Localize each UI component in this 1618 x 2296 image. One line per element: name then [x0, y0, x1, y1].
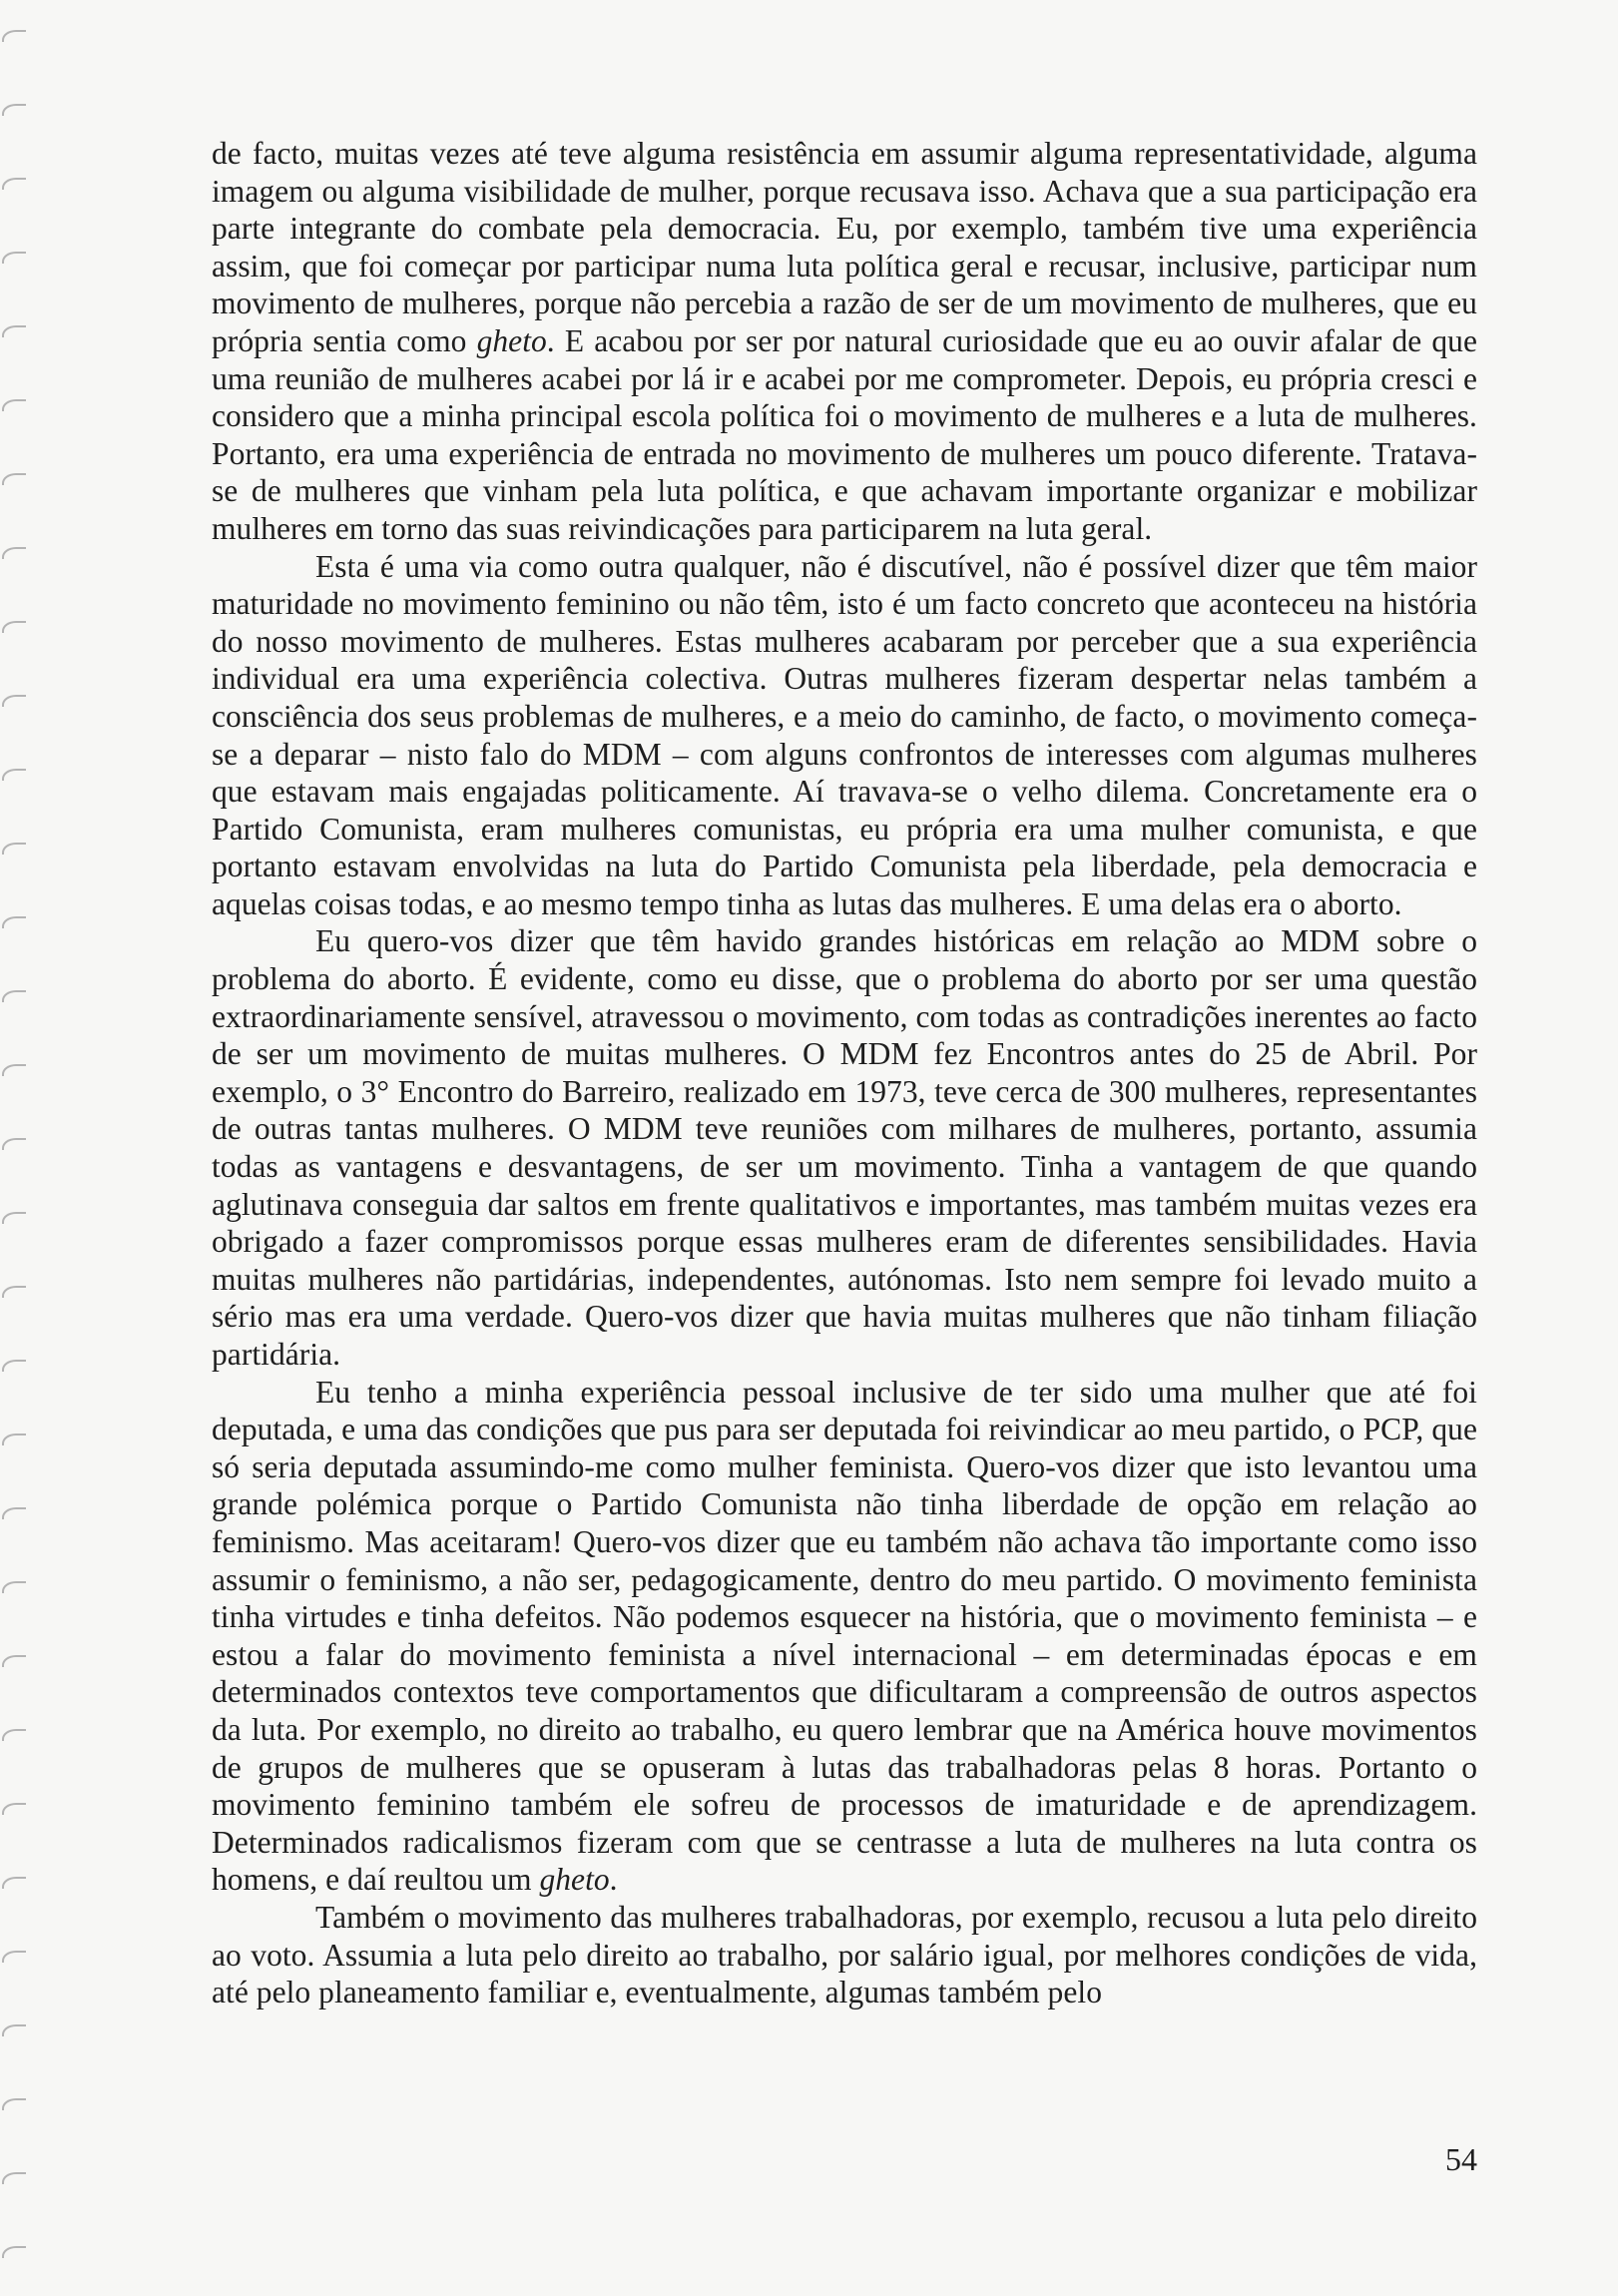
binding-hole-mark [2, 2172, 26, 2184]
binding-hole-mark [2, 843, 26, 855]
binding-hole-mark [2, 1212, 26, 1224]
binding-hole-mark [2, 1655, 26, 1667]
binding-hole-mark [2, 104, 26, 116]
paragraph-1-text-a: de facto, muitas vezes até teve alguma resistência em assumir alguma representatividade, alguma imagem ou alguma visibilidade de mulher, porque recusava isso. Achava que a sua participação era parte integrante do combate pela democracia. Eu, por exemplo, também tive uma experiência assim, que foi começar por participar numa luta política geral e recusar, inclusive, participar num movimento de mulheres, porque não percebia a razão de ser de um movimento de mulheres, que eu própria sentia como [212, 136, 1477, 358]
binding-hole-mark [2, 1581, 26, 1593]
binding-hole-mark [2, 30, 26, 42]
binding-hole-mark [2, 473, 26, 485]
binding-hole-mark [2, 1803, 26, 1815]
binding-hole-mark [2, 1507, 26, 1519]
paragraph-3 [212, 922, 1477, 1373]
binding-hole-mark [2, 2098, 26, 2110]
paragraph-3-text: Eu quero-vos dizer que têm havido grandes históricas em relação ao MDM sobre o problema do aborto. É evidente, como eu disse, que o problema do aborto por ser uma questão extraordinariamente sensível, atravessou o movimento, com todas as contradições inerentes ao facto de ser um movimento de muitas mulheres. O MDM fez Encontros antes do 25 de Abril. Por exemplo, o 3° Encontro do Barreiro, realizado em 1973, teve cerca de 300 mulheres, representantes de outras tantas mulheres. O MDM teve reuniões com milhares de mulheres, portanto, assumia todas as vantagens e desvantagens, de ser um movimento. Tinha a vantagem de que quando aglutinava conseguia dar saltos em frente qualitativos e importantes, mas também muitas vezes era obrigado a fazer compromissos porque essas mulheres eram de diferentes sensibilidades. Havia muitas mulheres não partidárias, independentes, autónomas. Isto nem sempre foi levado muito a sério mas era uma verdade. Quero-vos dizer que havia muitas mulheres que não tinham filiação partidária. [212, 923, 1477, 1372]
binding-hole-mark [2, 1138, 26, 1150]
page-number: 54 [1445, 2141, 1477, 2177]
binding-hole-mark [2, 1951, 26, 1963]
binding-hole-mark [2, 916, 26, 928]
binding-hole-mark [2, 1064, 26, 1076]
binding-hole-mark [2, 695, 26, 707]
binding-hole-mark [2, 547, 26, 559]
paragraph-5-text: Também o movimento das mulheres trabalhadoras, por exemplo, recusou a luta pelo direito ao voto. Assumia a luta pelo direito ao trabalho, por salário igual, por melhores condições de vida, até pelo planeamento familiar e, eventualmente, algumas também pelo [212, 1899, 1477, 2010]
binding-hole-mark [2, 621, 26, 633]
paragraph-4-text-b: . [609, 1862, 618, 1898]
binding-hole-mark [2, 1360, 26, 1372]
paragraph-5 [212, 1899, 1477, 2011]
paragraph-2-text: Esta é uma via como outra qualquer, não é discutível, não é possível dizer que têm maior maturidade no movimento feminino ou não têm, isto é um facto concreto que aconteceu na história do nosso movimento de mulheres. Estas mulheres acabaram por perceber que a sua experiência individual era uma experiência colectiva. Outras mulheres fizeram despertar nelas também a consciência dos seus problemas de mulheres, e a meio do caminho, de facto, o movimento começa-se a deparar – nisto falo do MDM – com alguns confrontos de interesses com algumas mulheres que estavam mais engajadas politicamente. Aí travava-se o velho dilema. Concretamente era o Partido Comunista, eram mulheres comunistas, eu própria era uma mulher comunista, e que portanto estavam envolvidas na luta do Partido Comunista pela liberdade, pela democracia e aquelas coisas todas, e ao mesmo tempo tinha as lutas das mulheres. E uma delas era o aborto. [212, 548, 1477, 921]
document-body [212, 135, 1477, 2011]
binding-hole-mark [2, 325, 26, 337]
binding-hole-mark [2, 178, 26, 190]
binding-hole-mark [2, 399, 26, 411]
binding-hole-mark [2, 1877, 26, 1889]
paragraph-1-text-b: . E acabou por ser por natural curiosidade que eu ao ouvir afalar de que uma reunião de mulheres acabei por lá ir e acabei por me comprometer. Depois, eu própria cresci e considero que a minha principal escola política foi o movimento de mulheres e a luta de mulheres. Portanto, era uma experiência de entrada no movimento de mulheres um pouco diferente. Tratava-se de mulheres que vinham pela luta política, e que achavam importante organizar e mobilizar mulheres em torno das suas reivindicações para participarem na luta geral. [212, 322, 1478, 546]
binding-hole-mark [2, 990, 26, 1002]
paragraph-2 [212, 548, 1477, 923]
binding-hole-mark [2, 1434, 26, 1445]
binding-hole-mark [2, 2246, 26, 2258]
paragraph-4 [212, 1374, 1477, 1899]
paragraph-1-italic-term: gheto [476, 322, 547, 358]
binding-hole-mark [2, 252, 26, 264]
paragraph-1 [212, 135, 1477, 548]
paragraph-4-text-a: Eu tenho a minha experiência pessoal inclusive de ter sido uma mulher que até foi deputada, e uma das condições que pus para ser deputada foi reivindicar ao meu partido, o PCP, que só seria deputada assumindo-me como mulher feminista. Quero-vos dizer que isto levantou uma grande polémica porque o Partido Comunista não tinha liberdade de opção em relação ao feminismo. Mas aceitaram! Quero-vos dizer que eu também não achava tão importante como isso assumir o feminismo, a não ser, pedagogicamente, dentro do meu partido. O movimento feminista tinha virtudes e tinha defeitos. Não podemos esquecer na história, que o movimento feminista – e estou a falar do movimento feminista a nível internacional – em determinadas épocas e em determinados contextos teve comportamentos que dificultaram a compreensão de outros aspectos da luta. Por exemplo, no direito ao trabalho, eu quero lembrar que na América houve movimentos de grupos de mulheres que se opuseram à lutas das trabalhadoras pelas 8 horas. Portanto o movimento feminino também ele sofreu de processos de imaturidade e de aprendizagem. Determinados radicalismos fizeram com que se centrasse a luta de mulheres na luta contra os homens, e daí reultou um [212, 1374, 1477, 1898]
spiral-binding-marks [0, 0, 34, 2296]
binding-hole-mark [2, 1286, 26, 1298]
binding-hole-mark [2, 769, 26, 781]
paragraph-4-italic-term: gheto [539, 1862, 610, 1898]
binding-hole-mark [2, 1729, 26, 1741]
binding-hole-mark [2, 2024, 26, 2036]
